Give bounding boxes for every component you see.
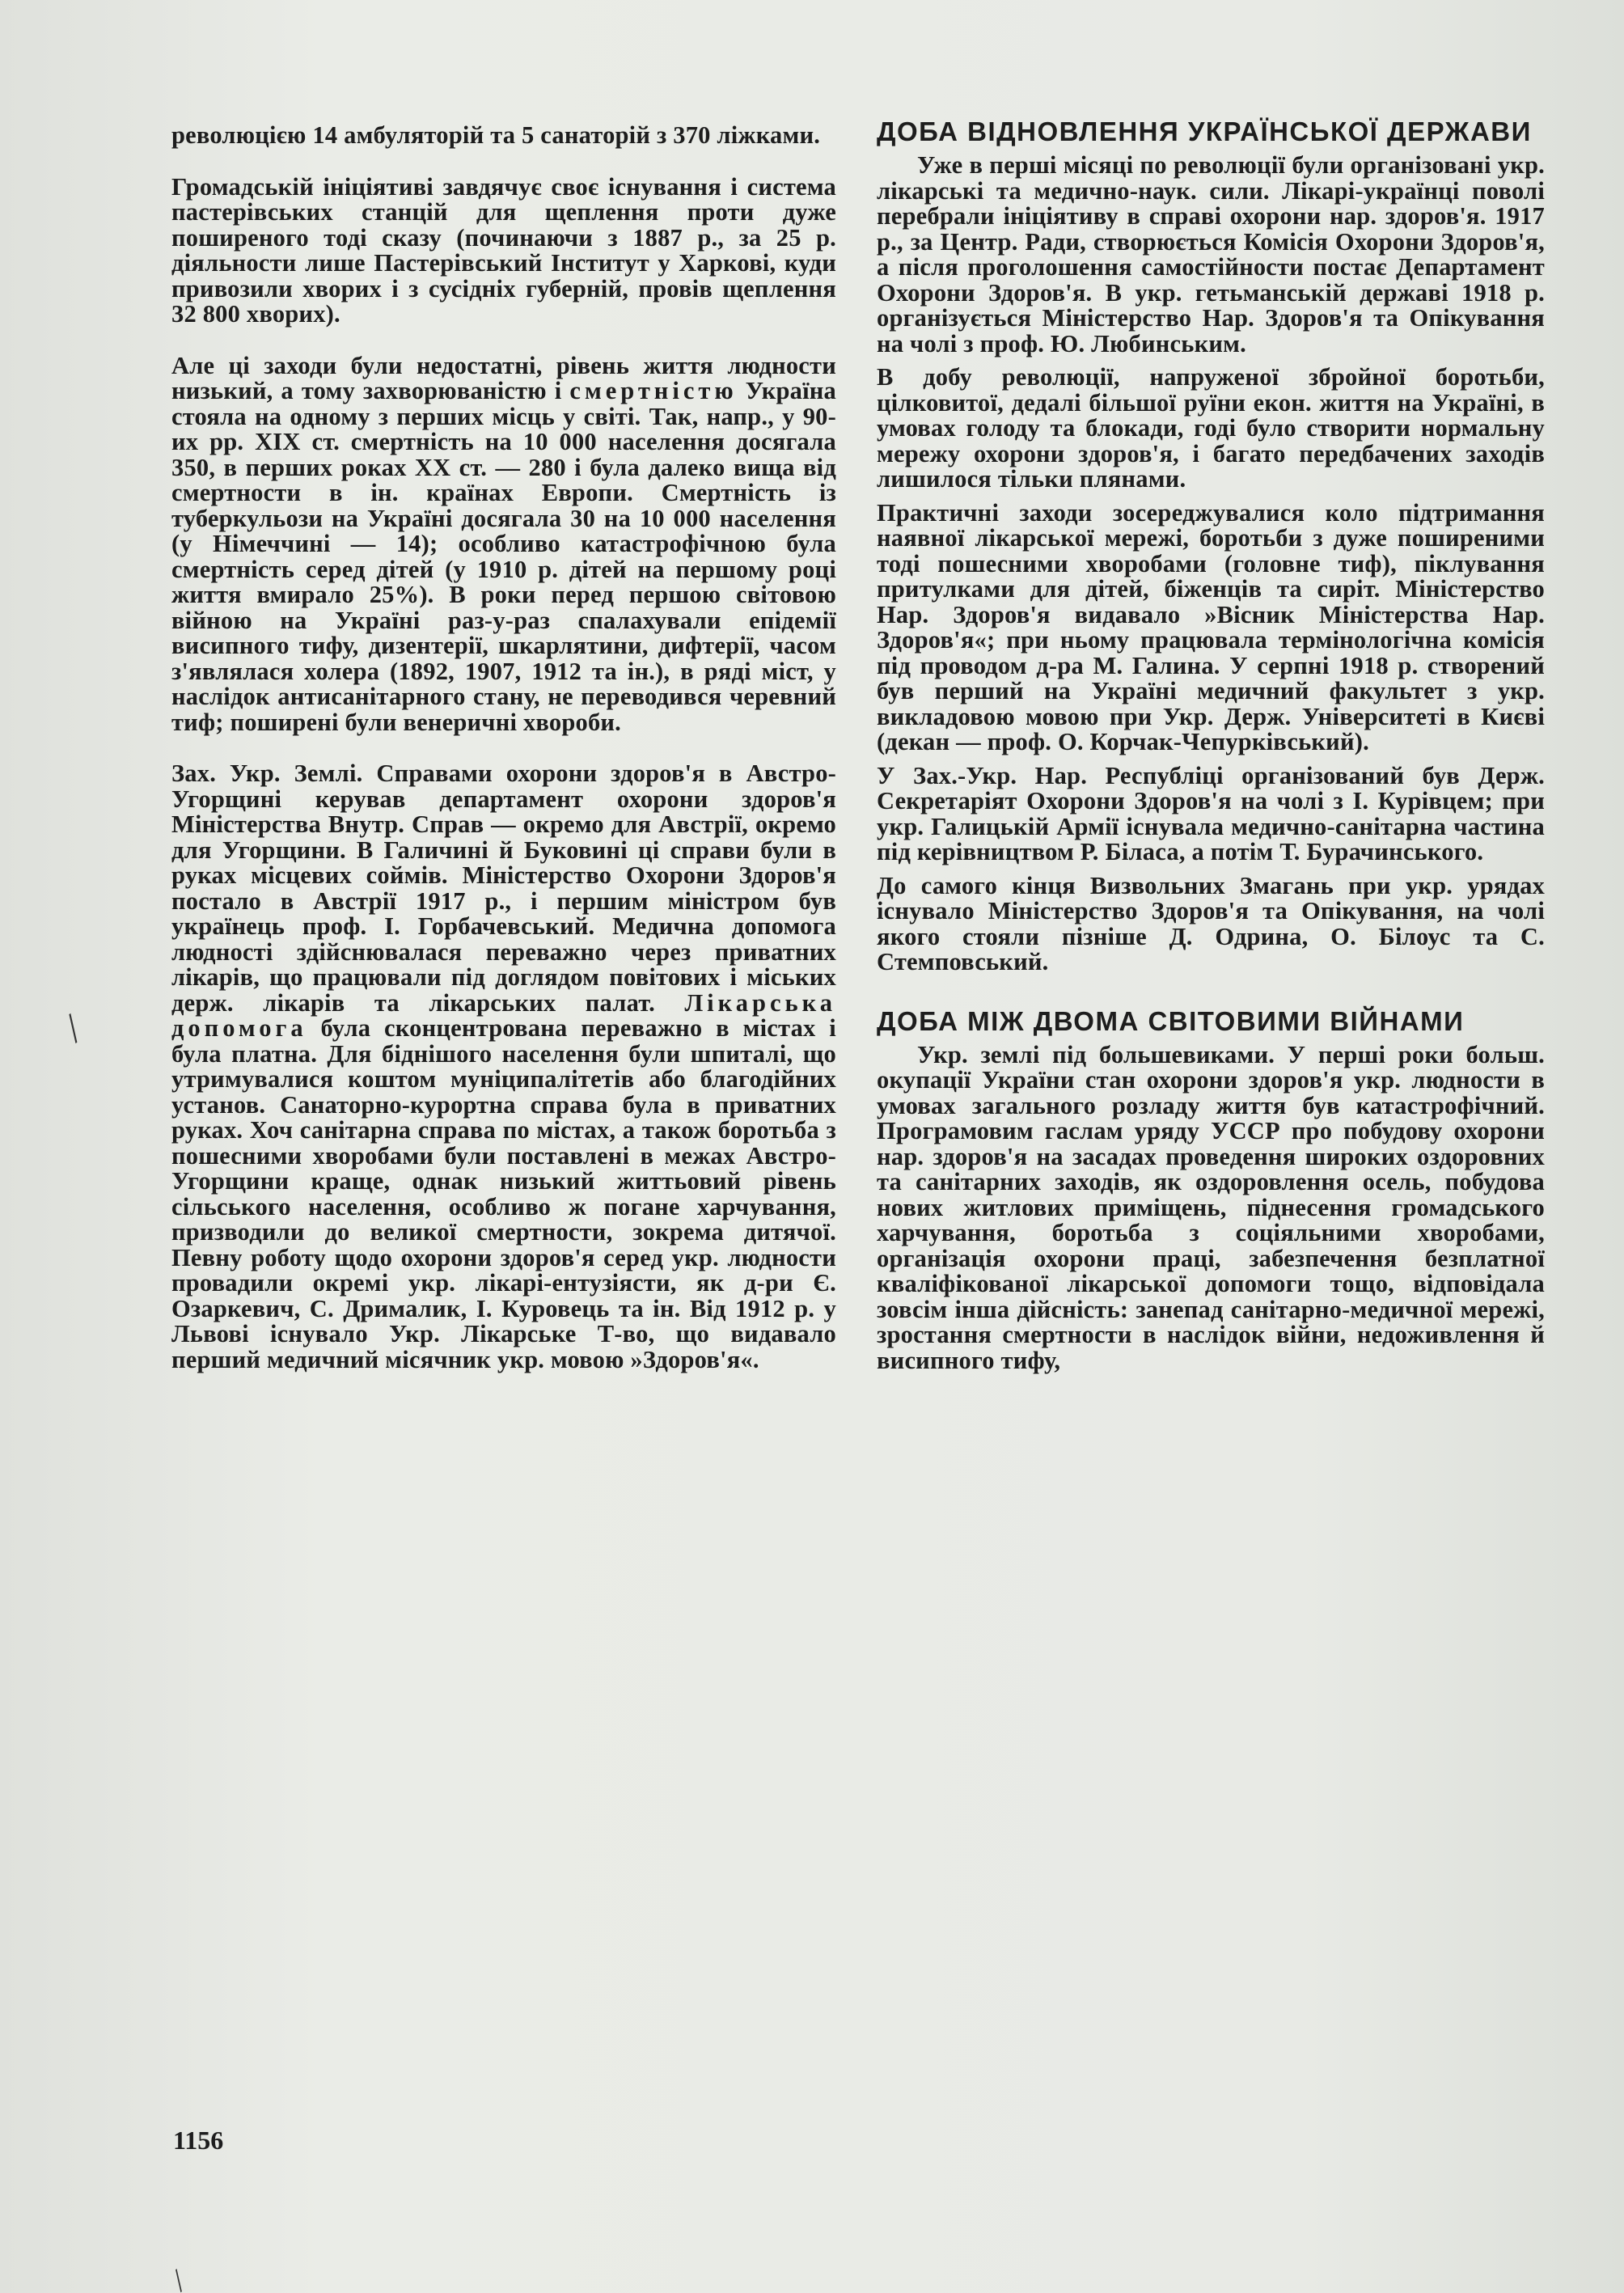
right-column (877, 118, 1545, 1373)
text-run: Але ці заходи були недостатні, рівень життя людности низький, а тому захворюваністю і (171, 351, 836, 404)
paragraph-ministry: До самого кінця Визвольних Змагань при укр. урядах існувало Міністерство Здоров'я та Опікування, на чолі якого стояли пізніше Д. Одрина, О. Білоус та С. Стемповський. (877, 871, 1545, 975)
section-heading-restoration: ДОБА ВІДНОВЛЕННЯ УКРАЇНСЬКОЇ ДЕРЖАВИ (877, 116, 1532, 146)
section-heading-interwar: ДОБА МІЖ ДВОМА СВІТОВИМИ ВІЙНАМИ (877, 1005, 1465, 1036)
paragraph-bolsheviks (877, 1040, 1545, 1374)
paragraph-first-months: Уже в перші місяці по революції були організовані укр. лікарські та медично-наук. сили. Лікарі-українці поволі перебрали ініціятиву в справі охорони нар. здоров'я. 1917 р., за Центр. Ради, створюється Комісія Охорони Здоров'я, а після проголошення самостійности постає Департамент Охорони Здоров'я. В укр. гетьманській державі 1918 р. організується Міністерство Нар. Здоров'я та Опікування на чолі з проф. Ю. Любинським. (877, 151, 1545, 357)
paragraph-continuation: революцією 14 амбуляторій та 5 санаторій з 370 ліжками. (171, 121, 821, 149)
paragraph-mortality (171, 353, 836, 736)
paragraph-revolution: В добу революції, напруженої збройної боротьби, цілковитої, дедалі більшої руїни екон. життя на Україні, в умовах голоду та блокади, годі було створити нормальну мережу охорони здоров'я, і багато передбачених заходів лишилося тільки плянами. (877, 363, 1545, 493)
emphasis-text: смертністю (569, 377, 738, 404)
text-run: У перші роки больш. окупації України стан охорони здоров'я укр. людности в умовах загального розладу життя був катастрофічний. Програмовим гаслам уряду УССР про побудову охорони нар. здоров'я на засадах проведення широких оздоровних та санітарних заходів, як оздоровлення осель, побудова нових житлових приміщень, піднесення громадського харчування, боротьба з соціяльними хворобами, організація охорони праці, забезпечення безплатної кваліфікованої лікарської допомоги тощо, відповідала зовсім інша дійсність: занепад санітарно-медичної мережі, зростання смертности в наслідок війни, недоживлення й висипного тифу, (877, 1040, 1545, 1374)
paragraph-practical-measures: Практичні заходи зосереджувалися коло підтримання наявної лікарської мережі, боротьби з дуже поширеними тоді пошесними хворобами (головне тиф), піклування притулками для дітей, біженців та сиріт. Міністерство Нар. Здоров'я видавало »Вісник Міністерства Нар. Здоров'я«; при ньому працювала термінологічна комісія під проводом д-ра М. Галина. У серпні 1918 р. створений був перший на Україні медичний факультет з укр. викладовою мовою при Укр. Держ. Університеті в Києві (декан — проф. О. Корчак-Чепурківський). (877, 498, 1545, 755)
page-number: 1156 (173, 2126, 224, 2155)
paragraph-zunr: У Зах.-Укр. Нар. Республіці організований був Держ. Секретаріят Охорони Здоров'я на чолі з І. Курівцем; при укр. Галицькій Армії існувала медично-санітарна частина під керівництвом Р. Біласа, а потім Т. Бурачинського. (877, 761, 1545, 865)
left-column (171, 123, 836, 1373)
text-run: Справами охорони здоров'я в Австро-Угорщині керував департамент охорони здоров'я Міністерства Внутр. Справ — окремо для Австрії, окремо для Угорщини. В Галичині й Буковині ці справи були в руках місцевих соймів. Міністерство Охорони Здоров'я постало в Австрії 1917 р., і першим міністром був українець проф. І. Горбачевський. Медична допомога людності здійснювалася переважно через приватних лікарів, що працювали під доглядом повітових і міських держ. лікарів та лікарських палат. (171, 759, 837, 1017)
paragraph-western-lands (171, 761, 836, 1373)
run-in-heading: Укр. землі під большевиками. (917, 1040, 1275, 1068)
text-run: Україна стояла на одному з перших місць у світі. Так, напр., у 90-их рр. XIX ст. смертність на 10 000 населення досягала 350, в перших роках XX ст. — 280 і була далеко вища від смертности в ін. країнах Европи. Смертність із туберкульози на Україні досягала 30 на 10 000 населення (у Німеччині — 14); особливо катастрофічною була смертність серед дітей (у 1910 р. дітей на першому році життя вмирало 25%). В роки перед першою світовою війною на Україні раз-у-раз спалахували епідемії висипного тифу, дизентерії, шкарлятини, дифтерії, часом з'являлася холера (1892, 1907, 1912 та ін.), в ряді міст, у наслідок антисанітарного стану, не переводився черевний тиф; поширені були венеричні хвороби. (171, 377, 836, 736)
pencil-mark: ╱ (59, 1013, 87, 1043)
pencil-mark: ╱ (168, 2270, 190, 2293)
text-run: була сконцентрована переважно в містах і була платна. Для біднішого населення були шпиталі, що утримувалися коштом муніципалітетів або благодійних установ. Санаторно-курортна справа була в приватних руках. Хоч санітарна справа по містах, а також боротьба з пошесними хворобами були поставлені в межах Австро-Угорщини краще, однак низький життьовий рівень сільського населення, особливо ж погане харчування, призводили до великої смертности, зокрема дитячої. Певну роботу щодо охорони здоров'я серед укр. людности провадили окремі укр. лікарі-ентузіясти, як д-ри Є. Озаркевич, С. Дрималик, І. Куровець та ін. Від 1912 р. у Львові існувало Укр. Лікарське Т-во, що видавало перший медичний місячник укр. мовою »Здоров'я«. (171, 1014, 836, 1373)
paragraph-pasteur-stations: Громадській ініціятиві завдячує своє існування і система пастерівських станцій для щеплення проти дуже поширеного тоді сказу (починаючи з 1887 р., за 25 р. діяльности лише Пастерівський Інститут у Харкові, куди привозили хворих і з сусідніх губерній, провів щеплення 32 800 хворих). (171, 172, 836, 328)
run-in-heading: Зах. Укр. Землі. (171, 759, 363, 787)
emphasis-text: Лікарська допомога (171, 988, 836, 1042)
